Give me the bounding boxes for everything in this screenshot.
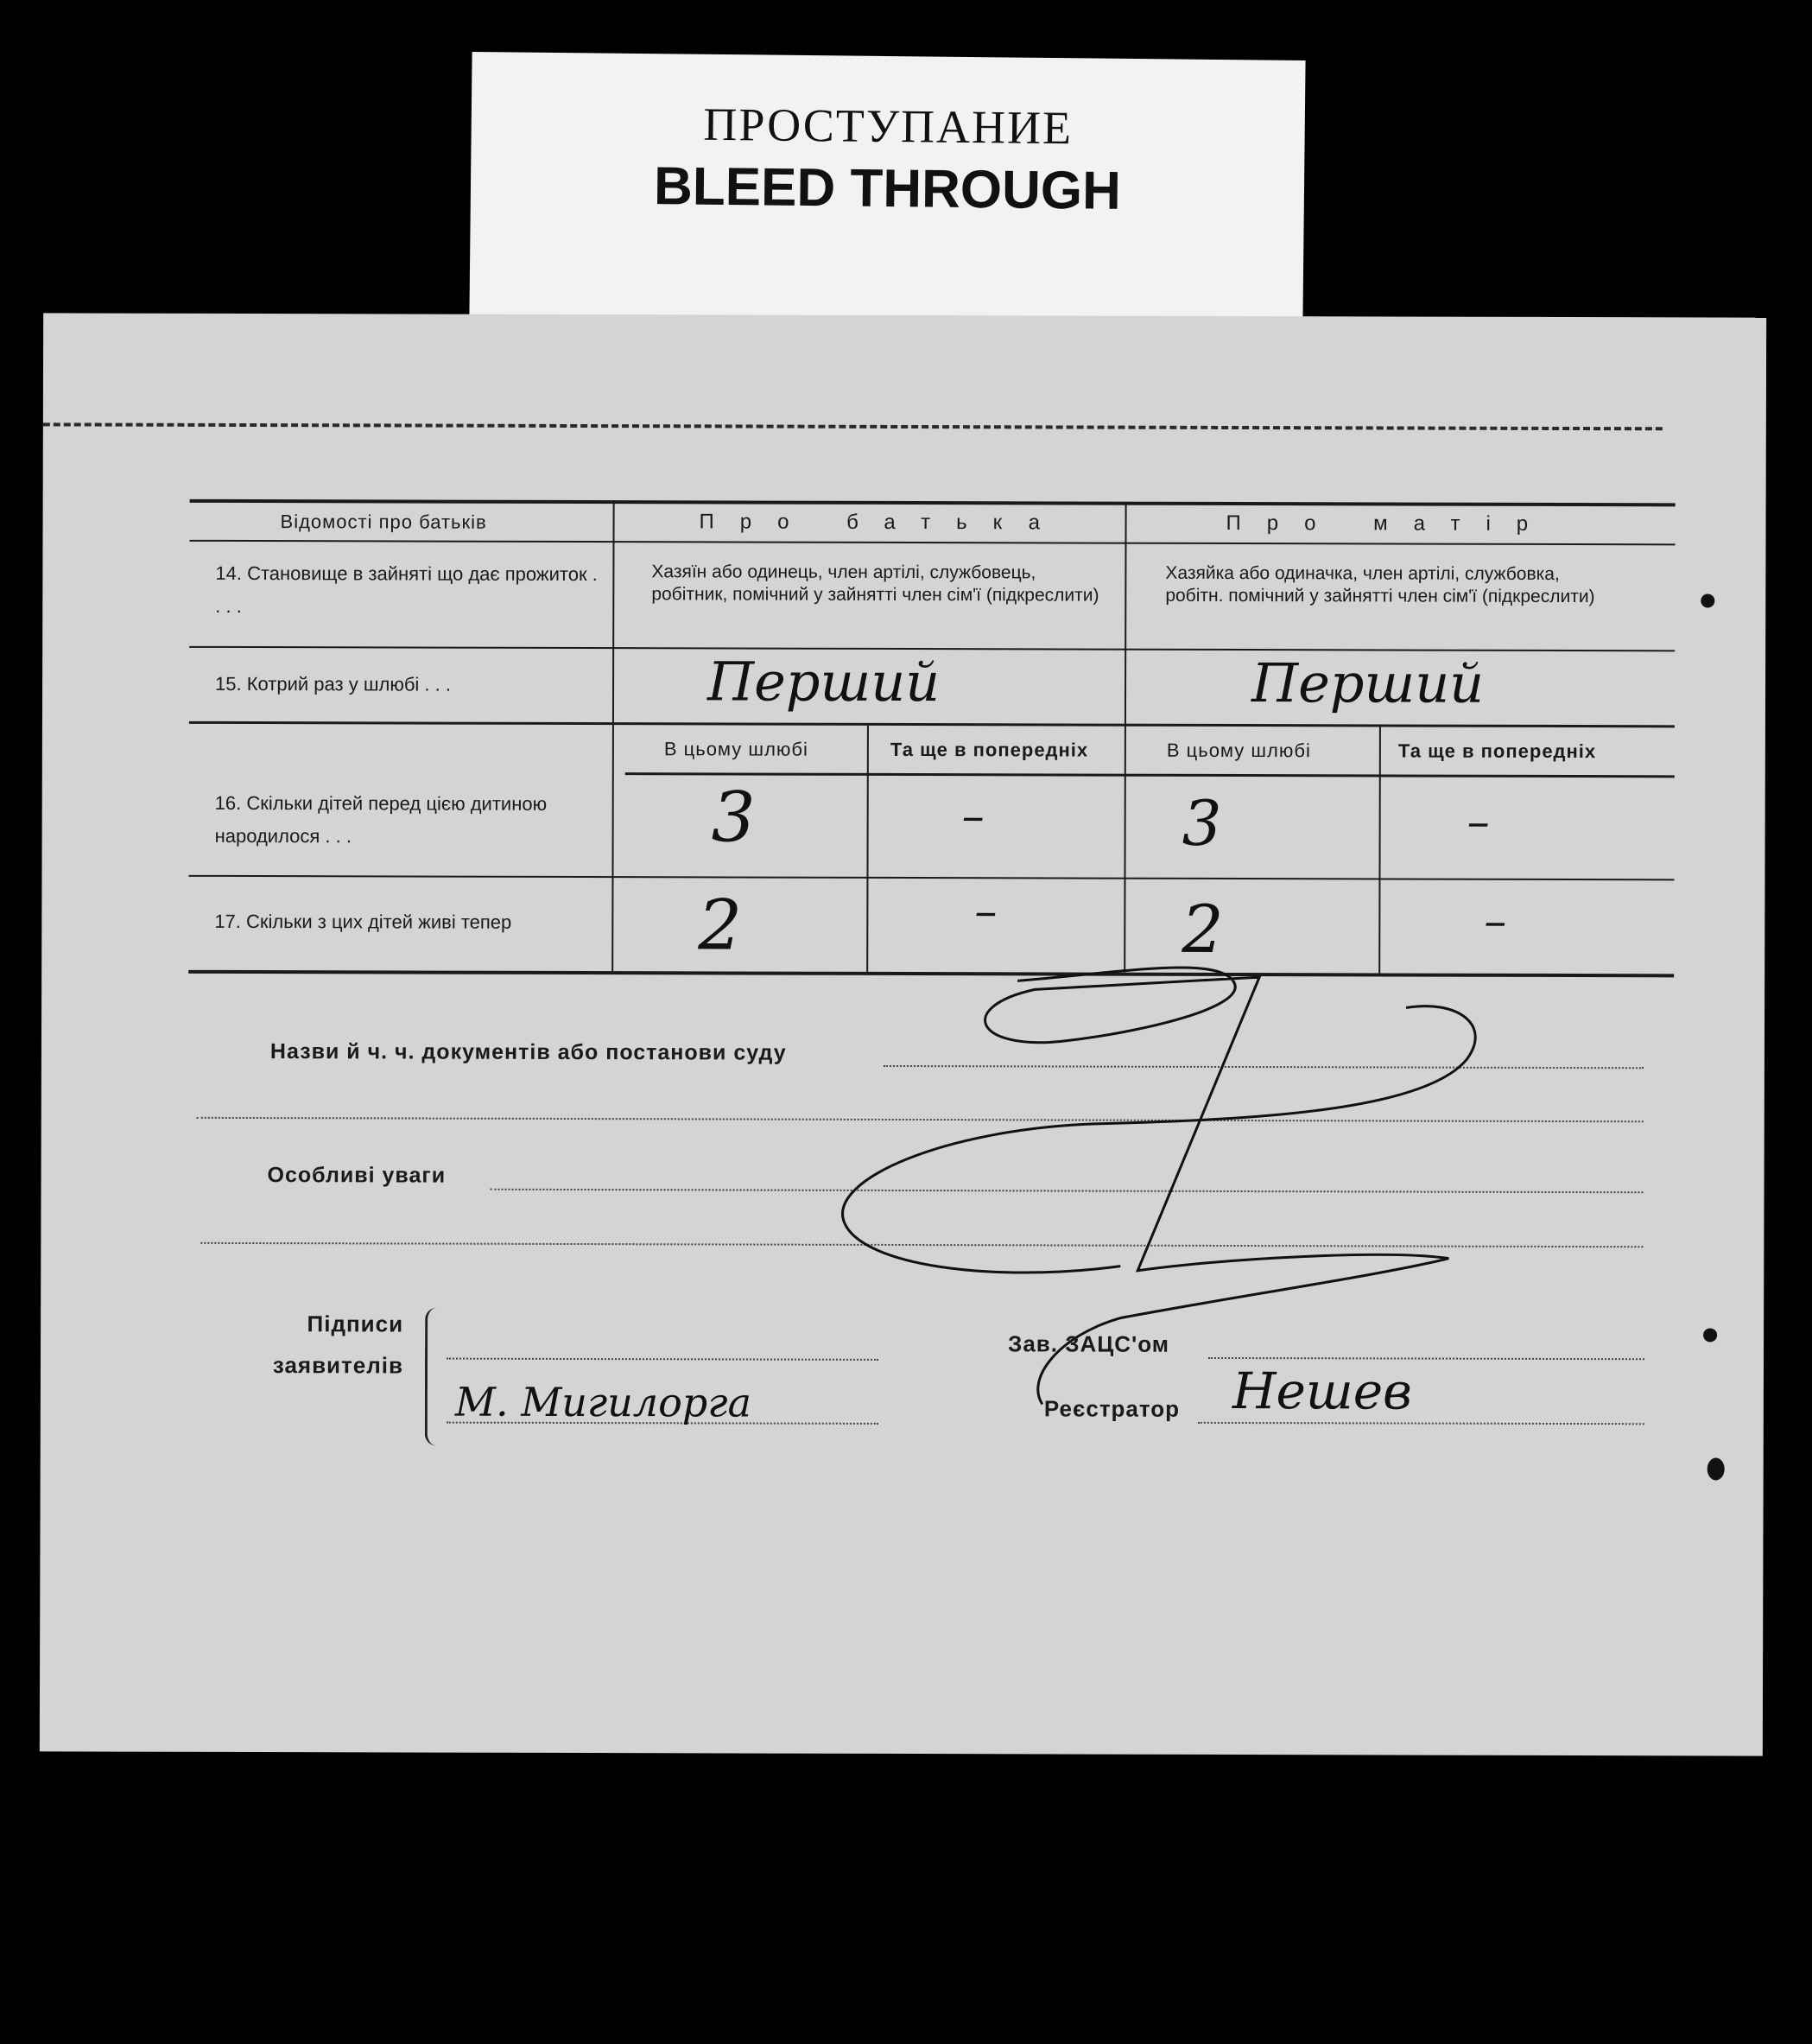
row14-mother-options: Хазяйка або одиначка, член артілі, службовка, робітн. помічний у зайнятті член сім'ї (підкреслити) xyxy=(1165,562,1595,607)
cancel-stroke-mark xyxy=(40,313,1766,1755)
bleed-through-banner xyxy=(469,52,1305,324)
row16-father-this: 3 xyxy=(711,777,756,858)
row15-label: 15. Котрий раз у шлюбі . . . xyxy=(215,672,452,695)
row16-mother-prev: – xyxy=(1467,796,1490,848)
row14-label: 14. Становище в зайняті що дає прожиток . . . . xyxy=(215,562,598,617)
documents-label: Назви й ч. ч. документів або постанови суду xyxy=(269,1039,787,1065)
punch-hole xyxy=(1701,594,1714,607)
header-parents-info: Відомості про батьків xyxy=(280,511,487,533)
row15-father-value: Перший xyxy=(706,650,941,714)
head-zags-label: Зав. ЗАЦС'ом xyxy=(1008,1330,1170,1357)
signatures-brace xyxy=(425,1308,443,1446)
signatures-label: Підписи заявителів xyxy=(272,1311,404,1379)
row17-label: 17. Скільки з цих дітей живі тепер xyxy=(214,910,512,933)
row17-father-this: 2 xyxy=(698,885,743,966)
row17-mother-this: 2 xyxy=(1182,890,1224,968)
header-mother: Про матір xyxy=(1226,511,1555,536)
banner-title-en: BLEED THROUGH xyxy=(653,156,1122,221)
row17-father-prev: – xyxy=(974,886,998,938)
row16-label: 16. Скільки дітей перед цією дитиною народилося . . . xyxy=(214,791,548,847)
header-father: Про батька xyxy=(699,510,1067,535)
subheader-mother-this: В цьому шлюбі xyxy=(1166,739,1311,762)
notes-label: Особливі уваги xyxy=(267,1163,447,1188)
row16-mother-this: 3 xyxy=(1182,786,1222,860)
row16-father-prev: – xyxy=(961,790,985,843)
registrar-label: Реєстратор xyxy=(1043,1395,1181,1422)
document-sheet xyxy=(40,313,1766,1755)
registrar-signature: Нешев xyxy=(1232,1362,1412,1421)
applicant-signature: М. Мигилорга xyxy=(454,1378,752,1426)
subheader-father-this: В цьому шлюбі xyxy=(663,738,808,760)
punch-hole xyxy=(1703,1328,1717,1342)
subheader-father-prev: Та ще в попередніх xyxy=(890,738,1089,761)
row15-mother-value: Перший xyxy=(1251,651,1485,715)
banner-title-ru: ПРОСТУПАНИЕ xyxy=(703,98,1074,155)
row17-mother-prev: – xyxy=(1484,895,1507,948)
subheader-mother-prev: Та ще в попередніх xyxy=(1397,740,1597,763)
punch-hole xyxy=(1707,1457,1725,1480)
row14-father-options: Хазяїн або одинець, член артілі, службовець, робітник, помічний у зайнятті член сім'ї (підкреслити) xyxy=(651,562,1099,606)
